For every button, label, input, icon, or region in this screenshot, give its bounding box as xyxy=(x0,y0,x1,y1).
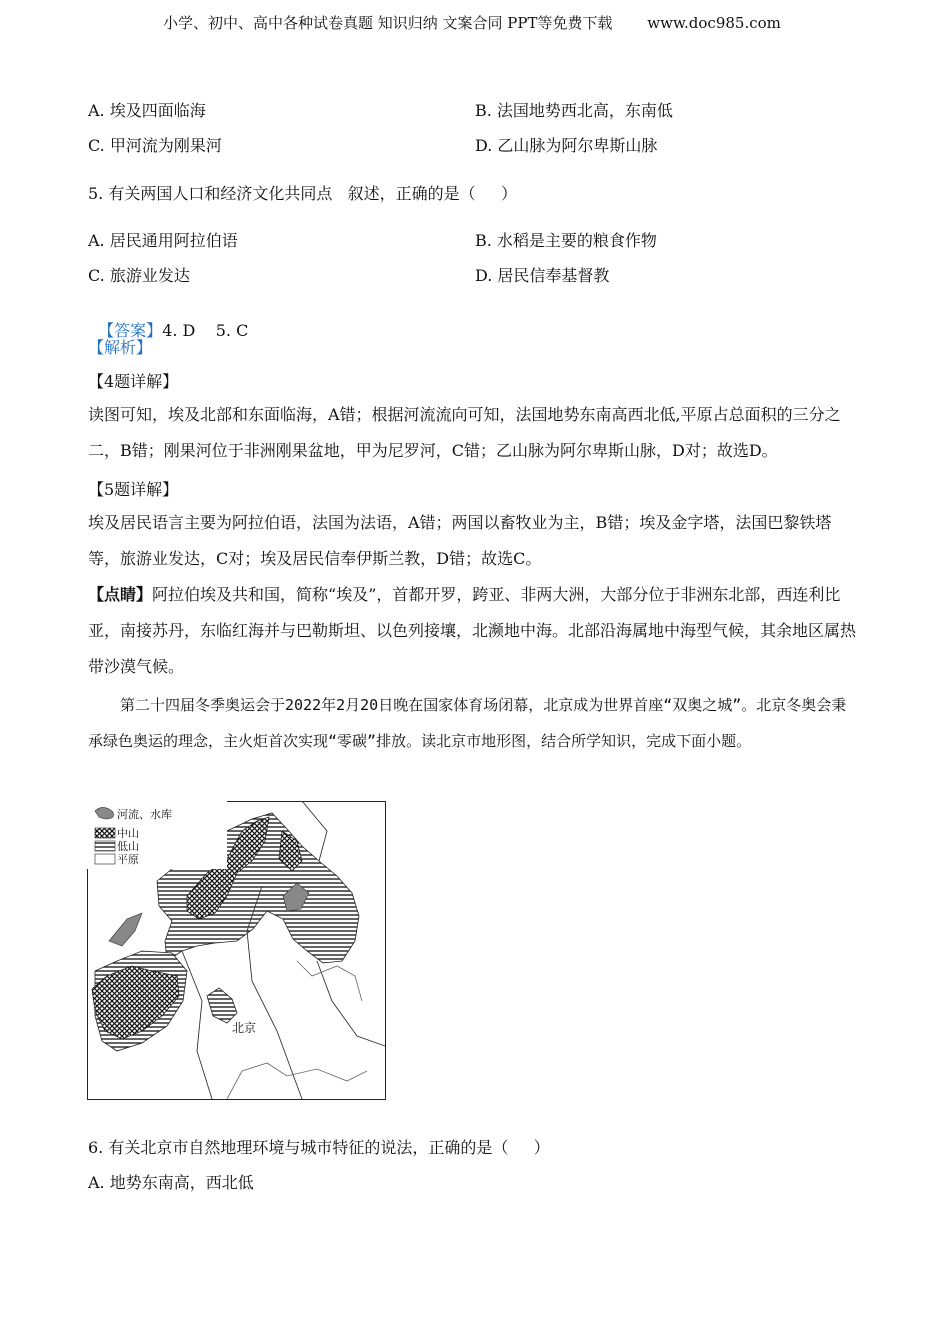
legend-mid-icon xyxy=(95,828,115,838)
q5-option-d: D. 居民信奉基督教 xyxy=(475,266,610,285)
q5-option-b: B. 水稻是主要的粮食作物 xyxy=(475,231,657,250)
q4-option-b: B. 法国地势西北高，东南低 xyxy=(475,101,673,120)
page-header xyxy=(163,12,781,33)
header-text: 小学、初中、高中各种试卷真题 知识归纳 文案合同 PPT等免费下载 xyxy=(163,14,613,32)
answer-line xyxy=(88,301,248,341)
q5-detail-label: 【5题详解】 xyxy=(88,480,179,499)
answer-label: 【答案】 xyxy=(98,321,163,340)
q4-option-d: D. 乙山脉为阿尔卑斯山脉 xyxy=(475,136,658,155)
q5-option-a: A. 居民通用阿拉伯语 xyxy=(88,231,238,250)
tip-paragraph xyxy=(88,577,860,685)
q5-option-c: C. 旅游业发达 xyxy=(88,266,190,285)
q6-stem: 6. 有关北京市自然地理环境与城市特征的说法，正确的是（ ） xyxy=(88,1138,550,1157)
q5-stem: 5. 有关两国人口和经济文化共同点 叙述，正确的是（ ） xyxy=(88,184,518,203)
q5-detail-text: 埃及居民语言主要为阿拉伯语，法国为法语，A错；两国以畜牧业为主，B错；埃及金字塔，法国巴黎铁塔等，旅游业发达，C对；埃及居民信奉伊斯兰教，D错；故选C。 xyxy=(88,513,832,568)
tip-label: 【点睛】 xyxy=(88,585,153,604)
q4-option-c: C. 甲河流为刚果河 xyxy=(88,136,222,155)
beijing-terrain-map xyxy=(87,801,386,1100)
legend-water-label: 河流、水库 xyxy=(117,808,172,821)
legend-low-icon xyxy=(95,841,115,851)
legend-mid-label: 中山 xyxy=(117,827,139,840)
q4-detail-text: 读图可知，埃及北部和东面临海，A错；根据河流流向可知，法国地势东南高西北低,平原占总面积的三分之二，B错；刚果河位于非洲刚果盆地，甲为尼罗河，C错；乙山脉为阿尔卑斯山脉，D对；故选D。 xyxy=(88,405,841,460)
q4-option-a: A. 埃及四面临海 xyxy=(88,101,206,120)
tip-text: 阿拉伯埃及共和国，简称“埃及”，首都开罗，跨亚、非两大洲，大部分位于非洲东北部，西连利比亚，南接苏丹，东临红海并与巴勒斯坦、以色列接壤，北濒地中海。北部沿海属地中海型气候，其余地区属热带沙漠气候。 xyxy=(88,585,857,676)
city-label-beijing: 北京 xyxy=(232,1021,257,1035)
q6-option-a: A. 地势东南高，西北低 xyxy=(88,1173,254,1192)
intro-paragraph: 第二十四届冬季奥运会于2022年2月20日晚在国家体育场闭幕，北京成为世界首座“双奥之城”。北京冬奥会秉承绿色奥运的理念，主火炬首次实现“零碳”排放。读北京市地形图，结合所学知识，完成下面小题。 xyxy=(88,696,847,750)
legend-plain-icon xyxy=(95,854,115,864)
q4-detail-label: 【4题详解】 xyxy=(88,372,179,391)
legend-low-label: 低山 xyxy=(117,840,139,853)
analysis-label: 【解析】 xyxy=(88,338,153,357)
answer-text: 4. D 5. C xyxy=(162,321,249,340)
header-url[interactable]: www.doc985.com xyxy=(647,14,781,32)
legend-plain-label: 平原 xyxy=(117,853,139,866)
